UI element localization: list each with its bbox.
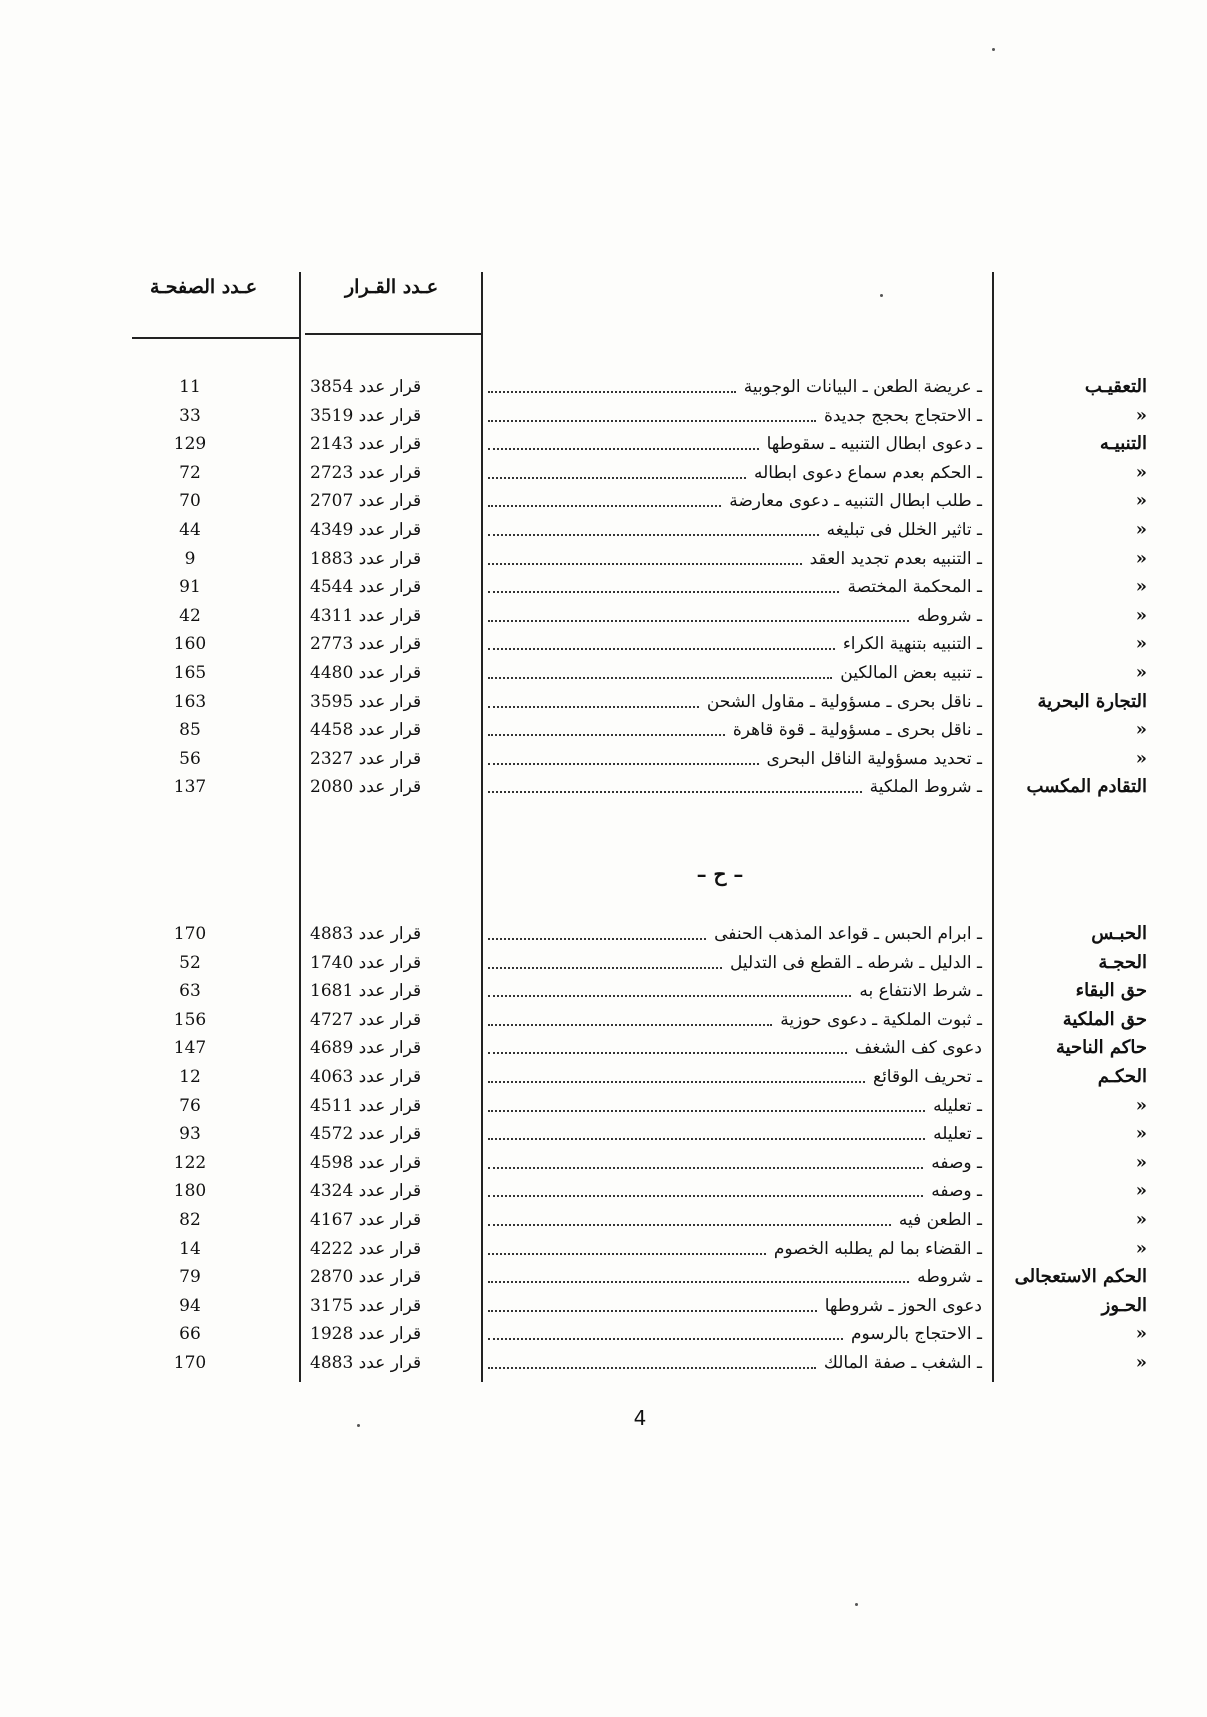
decision-number: قرار عدد 4458 xyxy=(310,720,422,741)
index-row xyxy=(0,574,1207,600)
index-term: حق الملكية xyxy=(1062,1008,1147,1030)
index-subject: ـ المحكمة المختصة xyxy=(847,577,982,598)
index-term: » xyxy=(1135,547,1147,569)
page-ref: 165 xyxy=(173,663,207,683)
page-ref: 85 xyxy=(179,720,201,741)
page-ref: 44 xyxy=(179,520,201,540)
decision-number: قرار عدد 4883 xyxy=(310,924,422,944)
index-subject: ـ طلب ابطال التنبيه ـ دعوى معارضة xyxy=(729,491,982,512)
index-term: » xyxy=(1135,719,1147,741)
index-subject: ـ شروط الملكية xyxy=(869,777,982,798)
decision-number: قرار عدد 4727 xyxy=(310,1009,422,1030)
index-row xyxy=(0,1207,1207,1233)
index-row xyxy=(0,921,1207,947)
dotted-leader xyxy=(488,1195,923,1197)
index-term: الحجـة xyxy=(1098,951,1147,973)
index-term: » xyxy=(1135,1237,1147,1259)
dotted-leader xyxy=(488,477,746,479)
page-ref: 160 xyxy=(173,634,207,655)
page-ref: 72 xyxy=(179,462,201,483)
index-row xyxy=(0,546,1207,572)
index-term: حق البقاء xyxy=(1075,980,1147,1002)
decision-number: قرار عدد 2143 xyxy=(310,434,422,455)
page-ref: 93 xyxy=(179,1124,201,1145)
scan-speck xyxy=(357,1424,360,1427)
decision-number: قرار عدد 1740 xyxy=(310,952,422,973)
page-ref: 156 xyxy=(173,1009,207,1030)
index-subject: ـ تعليله xyxy=(933,1095,982,1116)
dotted-leader xyxy=(488,505,721,507)
decision-number: قرار عدد 3854 xyxy=(310,377,422,397)
decision-number: قرار عدد 1681 xyxy=(310,981,422,1002)
dotted-leader xyxy=(488,1253,766,1255)
index-row xyxy=(0,460,1207,486)
dotted-leader xyxy=(488,648,835,650)
section-letter-heading: – ح – xyxy=(696,862,744,886)
dotted-leader xyxy=(488,1167,923,1169)
page-number: 4 xyxy=(633,1406,647,1430)
index-subject: ـ ناقل بحرى ـ مسؤولية ـ مقاول الشحن xyxy=(706,691,982,712)
scan-speck xyxy=(855,1603,858,1606)
index-row xyxy=(0,1178,1207,1204)
decision-number: قرار عدد 4324 xyxy=(310,1181,422,1202)
page-ref: 82 xyxy=(179,1210,201,1230)
dotted-leader xyxy=(488,763,759,765)
index-term: حاكم الناحية xyxy=(1055,1037,1147,1059)
index-term: » xyxy=(1135,747,1147,769)
index-term: الحـوز xyxy=(1101,1294,1147,1316)
dotted-leader xyxy=(488,1110,925,1112)
index-subject: ـ ابرام الحبس ـ قواعد المذهب الحنفى xyxy=(714,924,982,944)
decision-number: قرار عدد 4544 xyxy=(310,577,422,598)
index-subject: ـ تنبيه بعض المالكين xyxy=(840,663,982,683)
decision-number: قرار عدد 4598 xyxy=(310,1152,422,1173)
dotted-leader xyxy=(488,1052,847,1054)
decision-number: قرار عدد 2707 xyxy=(310,491,422,512)
dotted-leader xyxy=(488,677,832,679)
index-subject: ـ التنبيه بتنهية الكراء xyxy=(842,634,982,655)
index-row xyxy=(0,1321,1207,1347)
index-row xyxy=(0,1093,1207,1119)
index-term: التعقيـب xyxy=(1084,376,1147,397)
dotted-leader xyxy=(488,1138,925,1140)
index-term: الحكـم xyxy=(1097,1066,1147,1087)
index-row xyxy=(0,603,1207,629)
index-term: » xyxy=(1135,461,1147,483)
index-row xyxy=(0,1350,1207,1376)
index-subject: ـ التنبيه بعدم تجديد العقد xyxy=(809,548,982,569)
index-term: » xyxy=(1135,519,1147,540)
index-term: » xyxy=(1135,1180,1147,1202)
dotted-leader xyxy=(488,1024,772,1026)
dotted-leader xyxy=(488,995,851,997)
index-subject: ـ ناقل بحرى ـ مسؤولية ـ قوة قاهرة xyxy=(732,720,982,741)
dotted-leader xyxy=(488,591,839,593)
index-row xyxy=(0,660,1207,686)
index-subject: ـ الاحتجاج بحجج جديدة xyxy=(823,405,982,426)
page-ref: 129 xyxy=(173,434,207,455)
dotted-leader xyxy=(488,1081,865,1083)
decision-number: قرار عدد 4222 xyxy=(310,1238,422,1259)
decision-number: قرار عدد 4349 xyxy=(310,520,422,540)
index-row xyxy=(0,631,1207,657)
index-subject: ـ وصفه xyxy=(931,1152,982,1173)
page-ref: 14 xyxy=(179,1238,201,1259)
index-row xyxy=(0,978,1207,1004)
header-page-count: عـدد الصفحـة xyxy=(150,276,258,298)
index-subject: ـ الشغب ـ صفة المالك xyxy=(823,1353,982,1373)
index-subject: ـ تحديد مسؤولية الناقل البحرى xyxy=(766,748,982,769)
header-decision-number: عـدد القـرار xyxy=(345,276,439,298)
decision-number: قرار عدد 2773 xyxy=(310,634,422,655)
dotted-leader xyxy=(488,967,722,969)
decision-number: قرار عدد 1883 xyxy=(310,548,422,569)
page-ref: 79 xyxy=(179,1267,201,1288)
dotted-leader xyxy=(488,563,802,565)
decision-number: قرار عدد 2870 xyxy=(310,1267,422,1288)
index-subject: ـ شروطه xyxy=(917,605,982,626)
index-term: » xyxy=(1135,1123,1147,1145)
index-term: الحبـس xyxy=(1091,923,1147,944)
page-ref: 70 xyxy=(179,491,201,512)
index-row xyxy=(0,1236,1207,1262)
decision-number: قرار عدد 3519 xyxy=(310,405,422,426)
page-ref: 163 xyxy=(173,691,207,712)
decision-number: قرار عدد 4311 xyxy=(310,605,422,626)
decision-number: قرار عدد 4167 xyxy=(310,1210,422,1230)
index-term: » xyxy=(1135,404,1147,426)
decision-number: قرار عدد 4063 xyxy=(310,1067,422,1087)
dotted-leader xyxy=(488,420,816,422)
page-ref: 42 xyxy=(179,605,201,626)
page-ref: 63 xyxy=(179,981,201,1002)
decision-number: قرار عدد 4480 xyxy=(310,663,422,683)
dotted-leader xyxy=(488,448,759,450)
header-underline-decision xyxy=(305,333,481,335)
index-row xyxy=(0,1264,1207,1290)
dotted-leader xyxy=(488,620,909,622)
index-subject: ـ القضاء بما لم يطلبه الخصوم xyxy=(773,1238,982,1259)
page-ref: 52 xyxy=(179,952,201,973)
index-subject: ـ شروطه xyxy=(917,1267,982,1288)
dotted-leader xyxy=(488,391,736,393)
page-ref: 56 xyxy=(179,748,201,769)
page-ref: 11 xyxy=(179,377,201,397)
index-term: التقادم المكسب xyxy=(1026,776,1147,798)
page-ref: 147 xyxy=(173,1038,207,1059)
decision-number: قرار عدد 2080 xyxy=(310,777,422,798)
index-subject: ـ وصفه xyxy=(931,1181,982,1202)
page-ref: 76 xyxy=(179,1095,201,1116)
page-ref: 94 xyxy=(179,1295,201,1316)
dotted-leader xyxy=(488,1338,843,1340)
index-row xyxy=(0,689,1207,715)
index-term: التجارة البحرية xyxy=(1037,690,1147,712)
decision-number: قرار عدد 2723 xyxy=(310,462,422,483)
decision-number: قرار عدد 2327 xyxy=(310,748,422,769)
index-row xyxy=(0,1064,1207,1090)
page-ref: 66 xyxy=(179,1324,201,1345)
page-ref: 170 xyxy=(173,1353,207,1373)
index-row xyxy=(0,717,1207,743)
index-term: » xyxy=(1135,633,1147,655)
dotted-leader xyxy=(488,1367,816,1369)
index-row xyxy=(0,1121,1207,1147)
index-term: » xyxy=(1135,1352,1147,1373)
index-row xyxy=(0,774,1207,800)
index-term: » xyxy=(1135,1209,1147,1230)
index-subject: ـ تحريف الوقائع xyxy=(873,1067,982,1087)
index-subject: دعوى كف الشغف xyxy=(854,1038,982,1059)
dotted-leader xyxy=(488,734,725,736)
page-ref: 33 xyxy=(179,405,201,426)
index-subject: ـ الحكم بعدم سماع دعوى ابطاله xyxy=(753,462,982,483)
index-row xyxy=(0,1007,1207,1033)
index-subject: ـ شرط الانتفاع به xyxy=(859,981,982,1002)
index-subject: ـ الدليل ـ شرطه ـ القطع فى التدليل xyxy=(730,952,982,973)
decision-number: قرار عدد 4883 xyxy=(310,1353,422,1373)
index-row xyxy=(0,403,1207,429)
index-subject: ـ الاحتجاج بالرسوم xyxy=(851,1324,982,1345)
index-subject: ـ الطعن فيه xyxy=(898,1210,982,1230)
index-subject: ـ تعليله xyxy=(933,1124,982,1145)
index-term: » xyxy=(1135,1323,1147,1345)
dotted-leader xyxy=(488,791,862,793)
scan-speck xyxy=(992,48,995,51)
page-ref: 9 xyxy=(184,548,196,569)
page-ref: 91 xyxy=(179,577,201,598)
index-term: » xyxy=(1135,662,1147,683)
index-subject: ـ تاثير الخلل فى تبليغه xyxy=(826,520,982,540)
index-row xyxy=(0,1150,1207,1176)
index-term: » xyxy=(1135,576,1147,598)
index-term: الحكم الاستعجالى xyxy=(1014,1266,1147,1288)
index-term: التنبيـه xyxy=(1099,433,1147,455)
dotted-leader xyxy=(488,1224,891,1226)
dotted-leader xyxy=(488,706,699,708)
page-ref: 180 xyxy=(173,1181,207,1202)
dotted-leader xyxy=(488,534,819,536)
decision-number: قرار عدد 3595 xyxy=(310,691,422,712)
page-ref: 122 xyxy=(173,1152,207,1173)
header-underline-page xyxy=(132,337,300,339)
index-row xyxy=(0,950,1207,976)
dotted-leader xyxy=(488,1281,909,1283)
index-subject: ـ عريضة الطعن ـ البيانات الوجوبية xyxy=(743,377,982,397)
index-row xyxy=(0,517,1207,543)
page-ref: 137 xyxy=(173,777,207,798)
index-subject: دعوى الحوز ـ شروطها xyxy=(824,1295,982,1316)
index-term: » xyxy=(1135,1094,1147,1116)
index-row xyxy=(0,374,1207,400)
decision-number: قرار عدد 4572 xyxy=(310,1124,422,1145)
decision-number: قرار عدد 3175 xyxy=(310,1295,422,1316)
page-ref: 12 xyxy=(179,1067,201,1087)
index-row xyxy=(0,746,1207,772)
index-row xyxy=(0,431,1207,457)
index-term: » xyxy=(1135,1151,1147,1173)
page-ref: 170 xyxy=(173,924,207,944)
scan-speck xyxy=(880,294,883,297)
index-term: » xyxy=(1135,604,1147,626)
decision-number: قرار عدد 4511 xyxy=(310,1095,422,1116)
index-row xyxy=(0,1035,1207,1061)
index-term: » xyxy=(1135,490,1147,512)
dotted-leader xyxy=(488,938,706,940)
dotted-leader xyxy=(488,1310,817,1312)
index-row xyxy=(0,1293,1207,1319)
index-row xyxy=(0,488,1207,514)
index-subject: ـ ثبوت الملكية ـ دعوى حوزية xyxy=(780,1009,982,1030)
decision-number: قرار عدد 1928 xyxy=(310,1324,422,1345)
decision-number: قرار عدد 4689 xyxy=(310,1038,422,1059)
index-subject: ـ دعوى ابطال التنبيه ـ سقوطها xyxy=(766,434,982,455)
